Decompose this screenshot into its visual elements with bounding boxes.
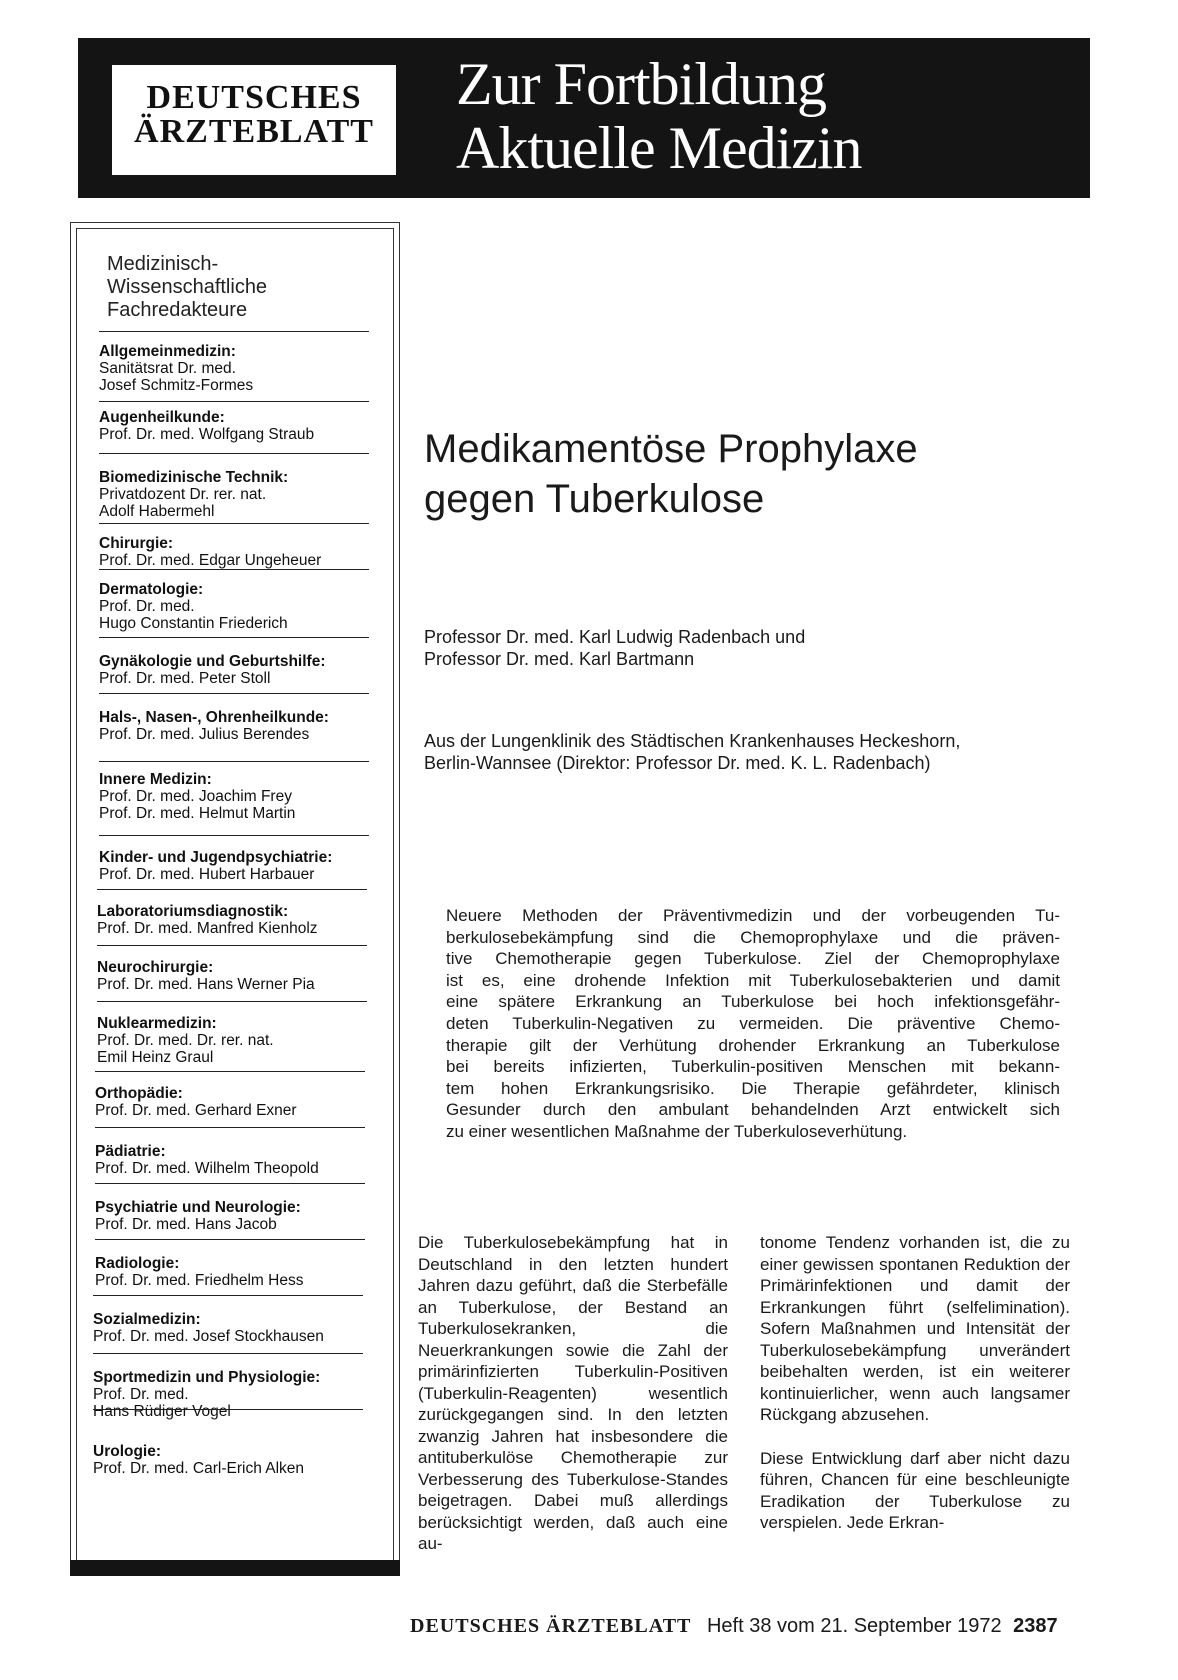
editor-name-line: Prof. Dr. med. — [99, 598, 195, 615]
sidebar-divider — [93, 1353, 363, 1354]
sidebar-divider — [97, 945, 367, 946]
editor-name-line: Prof. Dr. med. — [93, 1386, 189, 1403]
authors-line-2: Professor Dr. med. Karl Bartmann — [424, 649, 695, 669]
sidebar-divider — [99, 693, 369, 694]
abstract-line: deten Tuberkulin-Negativen zu vermeiden. Die präventive Chemo- — [446, 1013, 1060, 1033]
section-title-line-1: Zur Fortbildung — [456, 51, 826, 117]
editor-name-line: Prof. Dr. med. Hubert Harbauer — [99, 866, 315, 883]
sidebar-section — [93, 1443, 373, 1477]
editor-name-line: Prof. Dr. med. Wolfgang Straub — [99, 426, 315, 443]
article-title — [424, 424, 918, 524]
body-column-1 — [418, 1232, 728, 1555]
sidebar-section — [95, 1199, 375, 1233]
article-title-line-1: Medikamentöse Prophylaxe — [424, 427, 918, 471]
editor-name-line: Privatdozent Dr. rer. nat. — [99, 486, 267, 503]
sidebar-section — [99, 409, 379, 443]
specialty-title: Chirurgie: — [99, 535, 174, 552]
specialty-title: Laboratoriumsdiagnostik: — [97, 903, 289, 920]
body-paragraph: Diese Entwicklung darf aber nicht dazu führen, Chancen für eine beschleunigte Eradikation der Tuberkulose zu verspielen. Jede Erkran- — [760, 1448, 1070, 1532]
editor-name-line: Prof. Dr. med. Hans Werner Pia — [97, 976, 315, 993]
affiliation-line-1: Aus der Lungenklinik des Städtischen Krankenhauses Heckeshorn, — [424, 731, 961, 751]
abstract-line: tem hohen Erkrankungsrisiko. Die Therapie gefährdeter, klinisch — [446, 1078, 1060, 1098]
editor-name-line: Sanitätsrat Dr. med. — [99, 360, 236, 377]
sidebar-divider — [99, 523, 369, 524]
sidebar-section — [99, 709, 379, 743]
specialty-title: Neurochirurgie: — [97, 959, 214, 976]
sidebar-section — [99, 653, 379, 687]
sidebar-section — [95, 1143, 375, 1177]
sidebar-divider — [95, 1127, 365, 1128]
specialty-title: Allgemeinmedizin: — [99, 343, 236, 360]
editor-name-line: Prof. Dr. med. Joachim Frey — [99, 788, 292, 805]
sidebar-section — [97, 959, 377, 993]
editors-sidebar — [70, 222, 400, 1576]
abstract-line: Gesunder durch den ambulant behandelnden Arzt entwickelt sich — [446, 1100, 1060, 1120]
abstract-line: zu einer wesentlichen Maßnahme der Tuberkuloseverhütung. — [446, 1121, 908, 1141]
page-number: 2387 — [1013, 1615, 1058, 1637]
page-footer — [410, 1614, 1058, 1638]
body-paragraph: tonome Tendenz vorhanden ist, die zu einer gewissen spontanen Reduktion der Primärinfektionen und damit der Erkrankungen führt (selfelimination). Sofern Maßnahmen und Intensität der Tuberkulosebekämpfung unverändert beibehalten werden, ist ein weiterer kontinuierlicher, wenn auch langsamer Rückgang abzusehen. — [760, 1233, 1070, 1424]
sidebar-divider — [99, 453, 369, 454]
sidebar-heading — [107, 253, 267, 322]
sidebar-section — [97, 903, 377, 937]
article-title-line-2: gegen Tuberkulose — [424, 477, 765, 521]
editor-name-line: Prof. Dr. med. Gerhard Exner — [95, 1102, 297, 1119]
footer-journal-name: DEUTSCHES ÄRZTEBLATT — [410, 1615, 692, 1637]
section-title-line-2: Aktuelle Medizin — [456, 115, 862, 181]
abstract-line: Neuere Methoden der Präventivmedizin und der vorbeugenden Tu- — [446, 906, 1060, 925]
abstract-line: therapie gilt der Verhütung drohender Erkrankung an Tuberkulose — [446, 1035, 1060, 1055]
article-authors — [424, 626, 805, 670]
sidebar-heading-line: Medizinisch- — [107, 253, 219, 275]
sidebar-section — [95, 1255, 375, 1289]
editor-name-line: Prof. Dr. med. Friedhelm Hess — [95, 1272, 304, 1289]
abstract-line: berkulosebekämpfung sind die Chemoprophylaxe und die präven- — [446, 927, 1060, 947]
sidebar-section — [99, 343, 379, 394]
body-column-2 — [760, 1232, 1070, 1534]
body-paragraph: Die Tuberkulosebekämpfung hat in Deutschland in den letzten hundert Jahren dazu geführt, daß die Sterbefälle an Tuberkulose, der Bestand an Tuberkulosekranken, die Neuerkrankungen sowie die Zahl der primärinfizierten Tuberkulin-Positiven (Tuberkulin-Reagenten) wesentlich zurückgegangen sind. In den letzten zwanzig Jahren hat insbesondere die antituberkulöse Chemotherapie zur Verbesserung des Tuberkulose-Standes beigetragen. Dabei muß allerdings berücksichtigt werden, daß auch eine au- — [418, 1233, 728, 1553]
specialty-title: Biomedizinische Technik: — [99, 469, 289, 486]
journal-logo — [112, 65, 396, 175]
sidebar-section — [99, 535, 379, 569]
sidebar-footer-bar — [70, 1560, 400, 1576]
editor-name-line: Prof. Dr. med. Wilhelm Theopold — [95, 1160, 319, 1177]
sidebar-section — [97, 1015, 377, 1066]
sidebar-heading-line: Wissenschaftliche — [107, 276, 268, 298]
editor-name-line: Prof. Dr. med. Helmut Martin — [99, 805, 296, 822]
affiliation-line-2: Berlin-Wannsee (Direktor: Professor Dr. med. K. L. Radenbach) — [424, 753, 931, 773]
sidebar-divider — [99, 569, 369, 570]
specialty-title: Urologie: — [93, 1443, 162, 1460]
sidebar-divider — [99, 637, 369, 638]
sidebar-divider — [99, 331, 369, 332]
sidebar-section — [99, 581, 379, 632]
editor-name-line: Hugo Constantin Friederich — [99, 615, 288, 632]
sidebar-divider — [95, 1239, 365, 1240]
sidebar-divider — [93, 1295, 363, 1296]
logo-line-2: ÄRZTEBLATT — [134, 113, 374, 150]
specialty-title: Pädiatrie: — [95, 1143, 166, 1160]
editor-name-line: Prof. Dr. med. Hans Jacob — [95, 1216, 277, 1233]
abstract-line: tive Chemotherapie gegen Tuberkulose. Ziel der Chemoprophylaxe — [446, 949, 1060, 969]
sidebar-section — [95, 1085, 375, 1119]
specialty-title: Gynäkologie und Geburtshilfe: — [99, 653, 326, 670]
sidebar-heading-line: Fachredakteure — [107, 299, 248, 321]
editor-name-line: Emil Heinz Graul — [97, 1049, 214, 1066]
specialty-title: Sportmedizin und Physiologie: — [93, 1369, 321, 1386]
sidebar-section — [99, 469, 379, 520]
specialty-title: Hals-, Nasen-, Ohrenheilkunde: — [99, 709, 329, 726]
specialty-title: Radiologie: — [95, 1255, 180, 1272]
logo-line-1: DEUTSCHES — [146, 79, 362, 116]
editor-name-line: Prof. Dr. med. Peter Stoll — [99, 670, 271, 687]
sidebar-section — [99, 849, 379, 883]
sidebar-section — [99, 771, 379, 822]
editor-name-line: Hans Rüdiger Vogel — [93, 1403, 231, 1420]
sidebar-section — [93, 1311, 373, 1345]
editor-name-line: Prof. Dr. med. Edgar Ungeheuer — [99, 552, 322, 569]
editor-name-line: Prof. Dr. med. Julius Berendes — [99, 726, 310, 743]
editor-name-line: Josef Schmitz-Formes — [99, 377, 254, 394]
abstract-line: ist es, eine drohende Infektion mit Tuberkulosebakterien und damit — [446, 970, 1060, 990]
editor-name-line: Adolf Habermehl — [99, 503, 215, 520]
specialty-title: Augenheilkunde: — [99, 409, 225, 426]
sidebar-divider — [95, 1071, 365, 1072]
sidebar-divider — [95, 1183, 365, 1184]
editor-name-line: Prof. Dr. med. Carl-Erich Alken — [93, 1460, 305, 1477]
article-abstract — [446, 905, 1060, 1143]
specialty-title: Orthopädie: — [95, 1085, 183, 1102]
sidebar-divider — [99, 761, 369, 762]
sidebar-divider — [99, 835, 369, 836]
sidebar-section — [93, 1369, 373, 1420]
editor-name-line: Prof. Dr. med. Dr. rer. nat. — [97, 1032, 274, 1049]
specialty-title: Sozialmedizin: — [93, 1311, 201, 1328]
specialty-title: Dermatologie: — [99, 581, 204, 598]
section-title — [456, 52, 862, 180]
article-affiliation — [424, 730, 960, 774]
editor-name-line: Prof. Dr. med. Manfred Kienholz — [97, 920, 318, 937]
sidebar-divider — [99, 401, 369, 402]
sidebar-divider — [97, 1001, 367, 1002]
abstract-line: bei bereits infizierten, Tuberkulin-positiven Menschen mit bekann- — [446, 1057, 1060, 1077]
specialty-title: Psychiatrie und Neurologie: — [95, 1199, 301, 1216]
sidebar-divider — [93, 1409, 363, 1410]
editor-name-line: Prof. Dr. med. Josef Stockhausen — [93, 1328, 324, 1345]
specialty-title: Nuklearmedizin: — [97, 1015, 217, 1032]
masthead-bar — [78, 38, 1090, 198]
specialty-title: Kinder- und Jugendpsychiatrie: — [99, 849, 333, 866]
specialty-title: Innere Medizin: — [99, 771, 212, 788]
authors-line-1: Professor Dr. med. Karl Ludwig Radenbach und — [424, 627, 806, 647]
abstract-line: eine spätere Erkrankung an Tuberkulose bei hoch infektionsgefähr- — [446, 992, 1060, 1012]
sidebar-divider — [97, 889, 367, 890]
footer-issue: Heft 38 vom 21. September 1972 — [706, 1615, 1002, 1637]
